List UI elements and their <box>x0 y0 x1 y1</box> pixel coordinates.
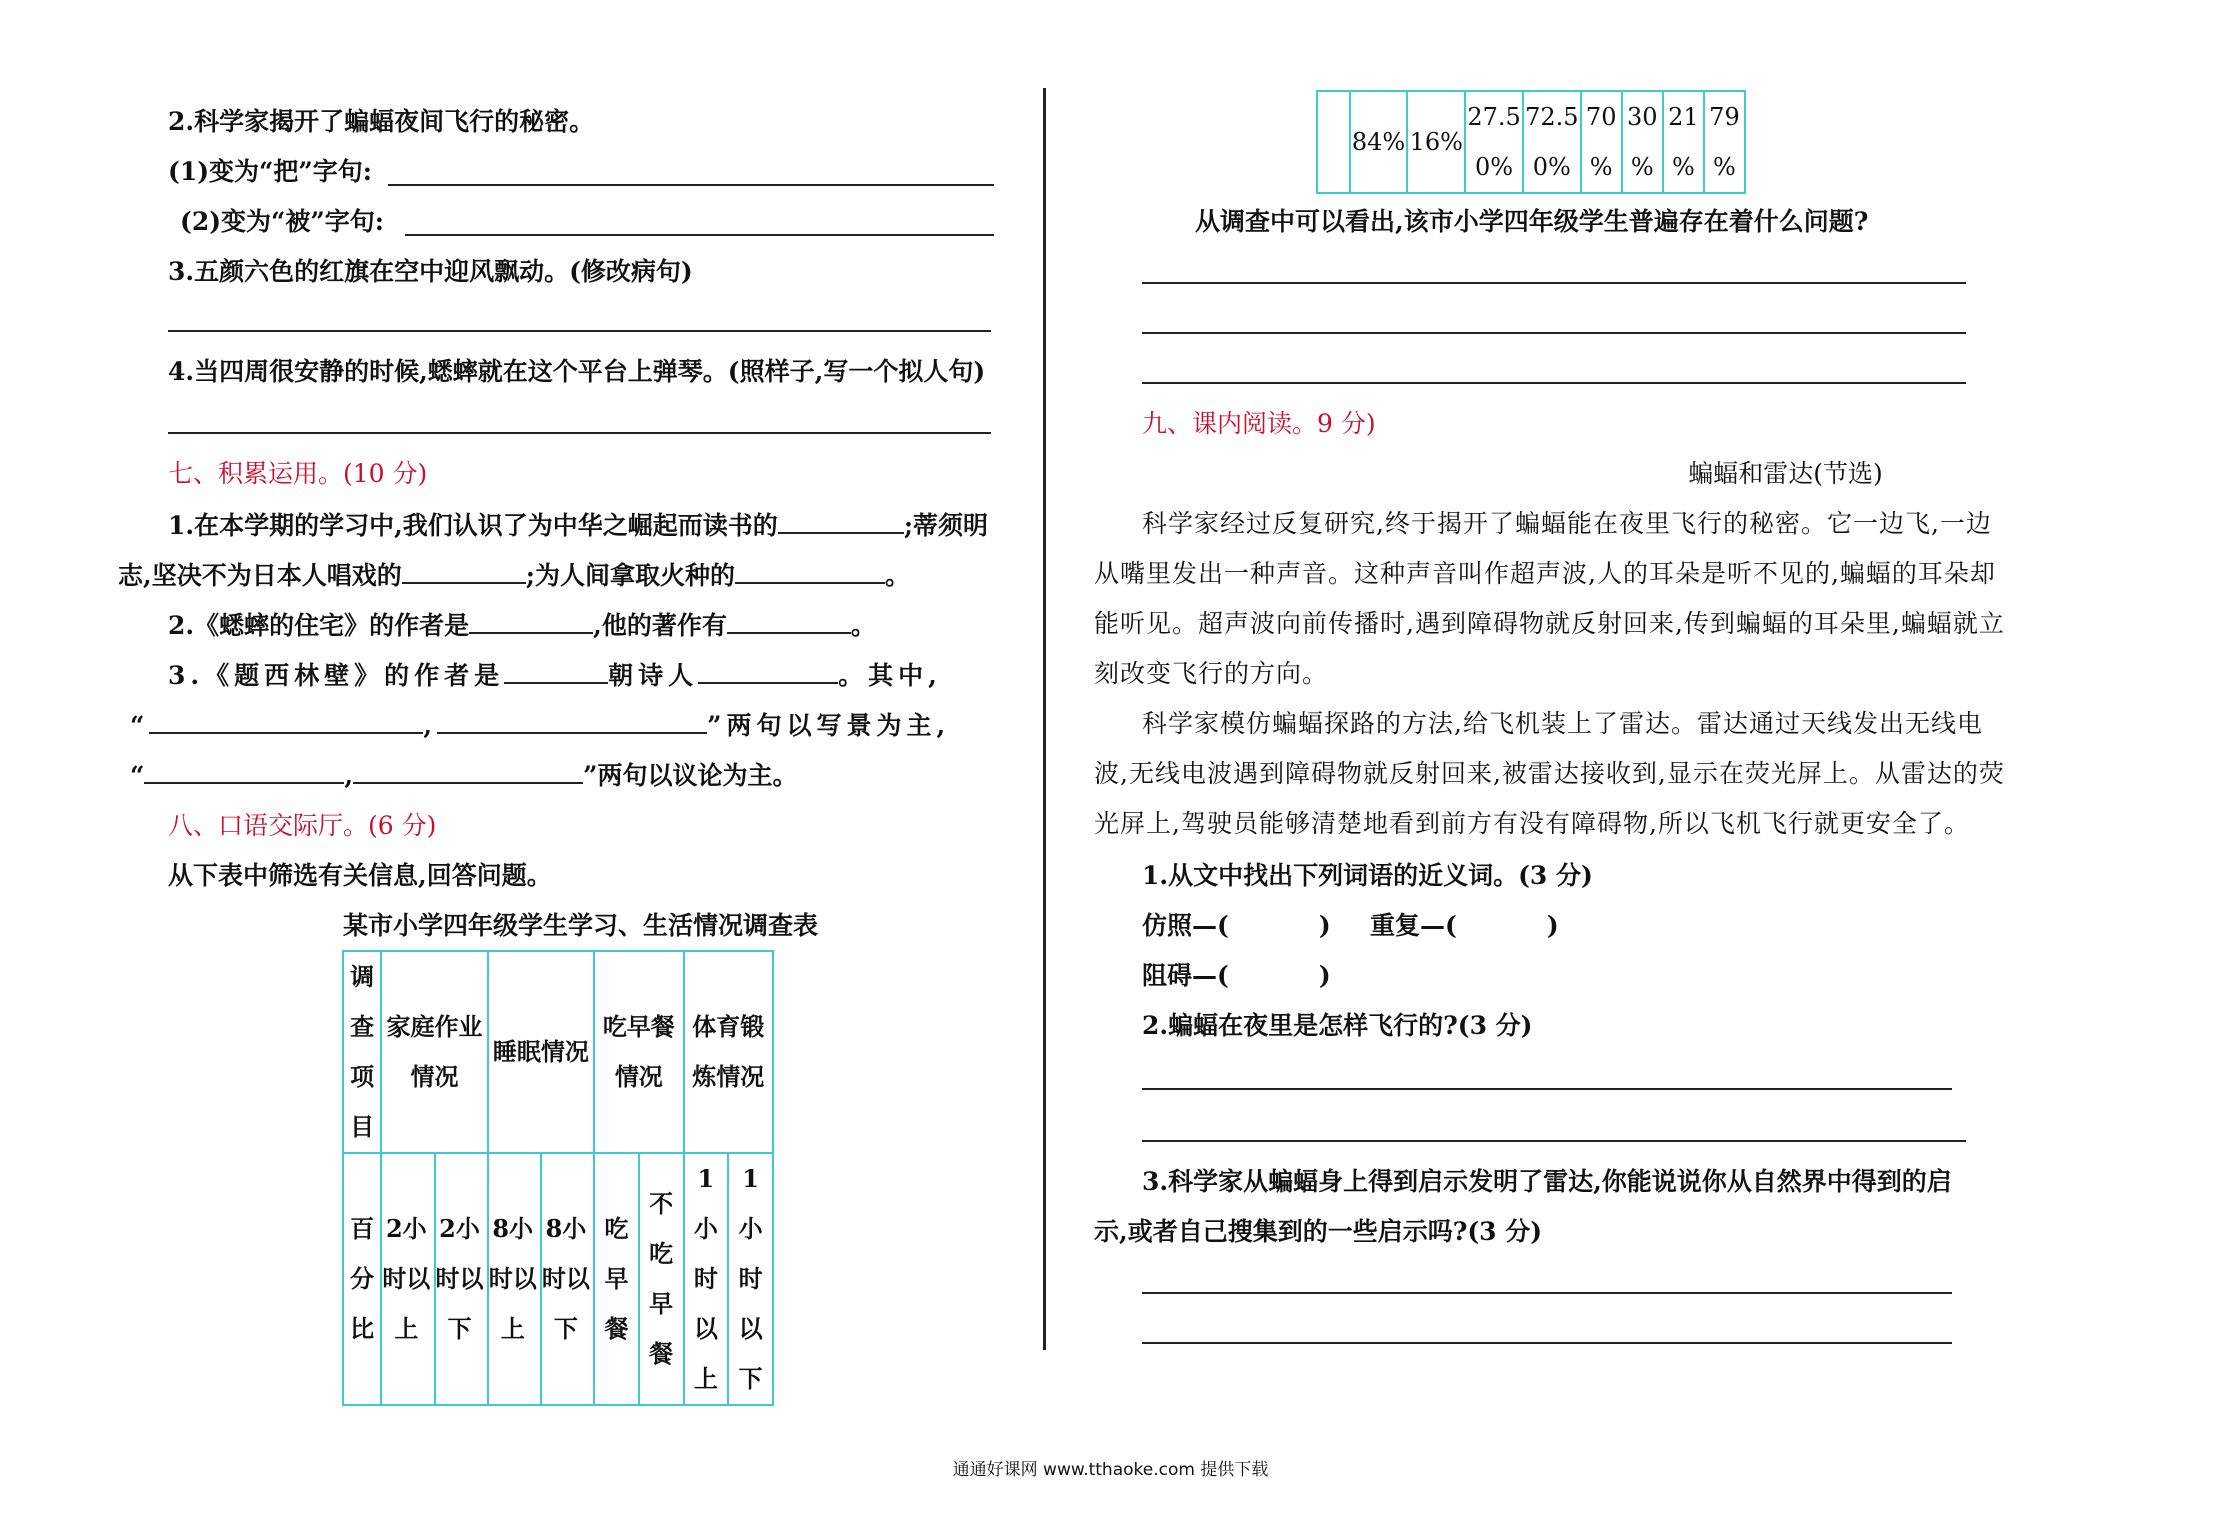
answer-line-r3-1[interactable] <box>1142 1292 1952 1294</box>
pct-sport-under: 79 % <box>1704 91 1745 193</box>
question-2-1-label: (1)变为“把”字句: <box>168 157 373 186</box>
col-homework-over-2h: 2小时以上 <box>381 1153 434 1405</box>
blank-q1-3[interactable] <box>735 558 885 584</box>
blank-q1-1[interactable] <box>778 508 904 534</box>
col-homework-under-2h: 2小时以下 <box>435 1153 488 1405</box>
header-homework: 家庭作业情况 <box>381 951 487 1153</box>
section-8-intro: 从下表中筛选有关信息,回答问题。 <box>168 861 552 890</box>
pct-label-cell <box>1317 91 1350 193</box>
answer-line-4[interactable] <box>168 432 991 434</box>
s7-q2-text-c: 。 <box>850 611 876 640</box>
blank-q3-6[interactable] <box>353 758 583 784</box>
question-3: 3.五颜六色的红旗在空中迎风飘动。(修改病句) <box>168 257 693 286</box>
synonym-item-3 <box>1142 960 1331 992</box>
s7-q1-text-a: 1.在本学期的学习中,我们认识了为中华之崛起而读书的 <box>168 511 778 540</box>
col-sleep-under-8h: 8小时以下 <box>541 1153 594 1405</box>
s7-question-2 <box>168 608 876 642</box>
header-item: 调查项目 <box>343 951 381 1153</box>
s7-question-3-line2 <box>130 708 950 742</box>
blank-q3-1[interactable] <box>504 658 608 684</box>
s7-q3-text-a: 3.《题西林壁》的作者是 <box>168 661 505 690</box>
footer-credit: 通通好课网 www.tthaoke.com 提供下载 <box>952 1460 1269 1480</box>
synonym-1-close: ) <box>1318 911 1331 940</box>
synonym-1-label: 仿照—( <box>1142 911 1229 940</box>
blank-q1-2[interactable] <box>402 558 526 584</box>
blank-q2-2[interactable] <box>727 608 851 634</box>
s7-q1-text-d: ;为人间拿取火种的 <box>525 561 735 590</box>
blank-q3-5[interactable] <box>144 758 344 784</box>
section-8-question: 从调查中可以看出,该市小学四年级学生普遍存在着什么问题? <box>1195 207 1869 236</box>
header-sleep: 睡眠情况 <box>488 951 594 1153</box>
header-sport: 体育锻炼情况 <box>684 951 774 1153</box>
pct-no-breakfast: 30 % <box>1622 91 1663 193</box>
s7-question-1-line1 <box>168 508 988 542</box>
s7-q2-text-b: ,他的著作有 <box>593 611 727 640</box>
section-9-heading: 九、课内阅读。9 分) <box>1142 409 1376 438</box>
pct-sport-over: 21 % <box>1663 91 1704 193</box>
col-eat-breakfast: 吃早餐 <box>594 1153 639 1405</box>
synonym-2-close: ) <box>1546 911 1559 940</box>
answer-line-8-2[interactable] <box>1142 332 1966 334</box>
reading-question-2: 2.蝙蝠在夜里是怎样飞行的?(3 分) <box>1142 1011 1533 1040</box>
reading-question-3-line2: 示,或者自己搜集到的一些启示吗?(3 分) <box>1094 1217 1543 1246</box>
survey-table-continued <box>1316 90 1746 194</box>
header-breakfast: 吃早餐情况 <box>594 951 683 1153</box>
s7-question-3-line1 <box>168 658 942 692</box>
s7-q2-text-a: 2.《蟋蟀的住宅》的作者是 <box>168 611 470 640</box>
passage-p1-l1: 科学家经过反复研究,终于揭开了蝙蝠能在夜里飞行的秘密。它一边飞,一边 <box>1142 509 1992 538</box>
pct-homework-under: 16% <box>1407 91 1465 193</box>
answer-line-8-3[interactable] <box>1142 382 1966 384</box>
passage-p1-l2: 从嘴里发出一种声音。这种声音叫作超声波,人的耳朵是听不见的,蝙蝠的耳朵却 <box>1094 559 1996 588</box>
blank-q3-2[interactable] <box>698 658 838 684</box>
answer-line-3[interactable] <box>168 330 991 332</box>
question-4: 4.当四周很安静的时候,蟋蟀就在这个平台上弹琴。(照样子,写一个拟人句) <box>168 357 986 386</box>
s7-q3-text-d: “ <box>130 711 150 740</box>
passage-p1-l3: 能听见。超声波向前传播时,遇到障碍物就反射回来,传到蝙蝠的耳朵里,蝙蝠就立 <box>1094 609 2005 638</box>
section-7-heading: 七、积累运用。(10 分) <box>168 459 428 488</box>
column-divider <box>1043 88 1046 1350</box>
s7-q3-text-f: ”两句以写景为主, <box>707 711 951 740</box>
pct-sleep-under: 72.5 0% <box>1523 91 1581 193</box>
left-column <box>0 0 1050 1536</box>
answer-line-r2-2[interactable] <box>1142 1140 1966 1142</box>
s7-question-1-line2 <box>118 558 910 592</box>
answer-line-8-1[interactable] <box>1142 282 1966 284</box>
s7-q1-text-b: ;蒂须明 <box>903 511 989 540</box>
blank-q3-4[interactable] <box>437 708 707 734</box>
answer-line-r3-2[interactable] <box>1142 1342 1952 1344</box>
col-no-breakfast: 不吃早餐 <box>639 1153 684 1405</box>
synonym-item-1 <box>1142 910 1331 942</box>
row-label-percent: 百分比 <box>343 1153 381 1405</box>
synonym-3-close: ) <box>1318 961 1331 990</box>
synonym-item-2 <box>1370 910 1559 942</box>
reading-question-3-line1: 3.科学家从蝙蝠身上得到启示发明了雷达,你能说说你从自然界中得到的启 <box>1142 1167 1952 1196</box>
question-2: 2.科学家揭开了蝙蝠夜间飞行的秘密。 <box>168 107 595 136</box>
answer-line-r2-1[interactable] <box>1142 1088 1952 1090</box>
s7-question-3-line3 <box>130 758 798 792</box>
col-sport-under-1h: 1小时以下 <box>728 1153 773 1405</box>
passage-p2-l3: 光屏上,驾驶员能够清楚地看到前方有没有障碍物,所以飞机飞行就更安全了。 <box>1094 809 1970 838</box>
col-sleep-over-8h: 8小时以上 <box>488 1153 541 1405</box>
blank-q2-1[interactable] <box>469 608 593 634</box>
passage-title: 蝙蝠和雷达(节选) <box>1688 459 1883 488</box>
reading-question-1: 1.从文中找出下列词语的近义词。(3 分) <box>1142 861 1593 890</box>
pct-homework-over: 84% <box>1350 91 1408 193</box>
col-sport-over-1h: 1小时以上 <box>684 1153 729 1405</box>
question-2-2-label: (2)变为“被”字句: <box>180 207 385 236</box>
passage-p1-l4: 刻改变飞行的方向。 <box>1094 659 1329 688</box>
synonym-3-label: 阻碍—( <box>1142 961 1229 990</box>
s7-q3-text-b: 朝诗人 <box>608 661 699 690</box>
s7-q1-text-c: 志,坚决不为日本人唱戏的 <box>118 561 402 590</box>
pct-sleep-over: 27.5 0% <box>1465 91 1523 193</box>
s7-q1-text-e: 。 <box>884 561 910 590</box>
survey-table-title: 某市小学四年级学生学习、生活情况调查表 <box>343 911 819 940</box>
answer-line-2-2[interactable] <box>405 234 994 236</box>
survey-table <box>342 950 774 1406</box>
s7-q3-text-c: 。其中, <box>838 661 942 690</box>
right-column <box>1090 0 2221 1536</box>
s7-q3-text-i: ”两句以议论为主。 <box>583 761 798 790</box>
passage-p2-l1: 科学家模仿蝙蝠探路的方法,给飞机装上了雷达。雷达通过天线发出无线电 <box>1142 709 1983 738</box>
blank-q3-3[interactable] <box>149 708 423 734</box>
pct-eat-breakfast: 70 % <box>1581 91 1622 193</box>
section-8-heading: 八、口语交际厅。(6 分) <box>168 811 437 840</box>
s7-q3-text-g: “ <box>130 761 145 790</box>
synonym-2-label: 重复—( <box>1370 911 1457 940</box>
s7-q3-text-e: , <box>423 711 438 740</box>
s7-q3-text-h: , <box>344 761 354 790</box>
answer-line-2-1[interactable] <box>388 184 994 186</box>
passage-p2-l2: 波,无线电波遇到障碍物就反射回来,被雷达接收到,显示在荧光屏上。从雷达的荧 <box>1094 759 2005 788</box>
